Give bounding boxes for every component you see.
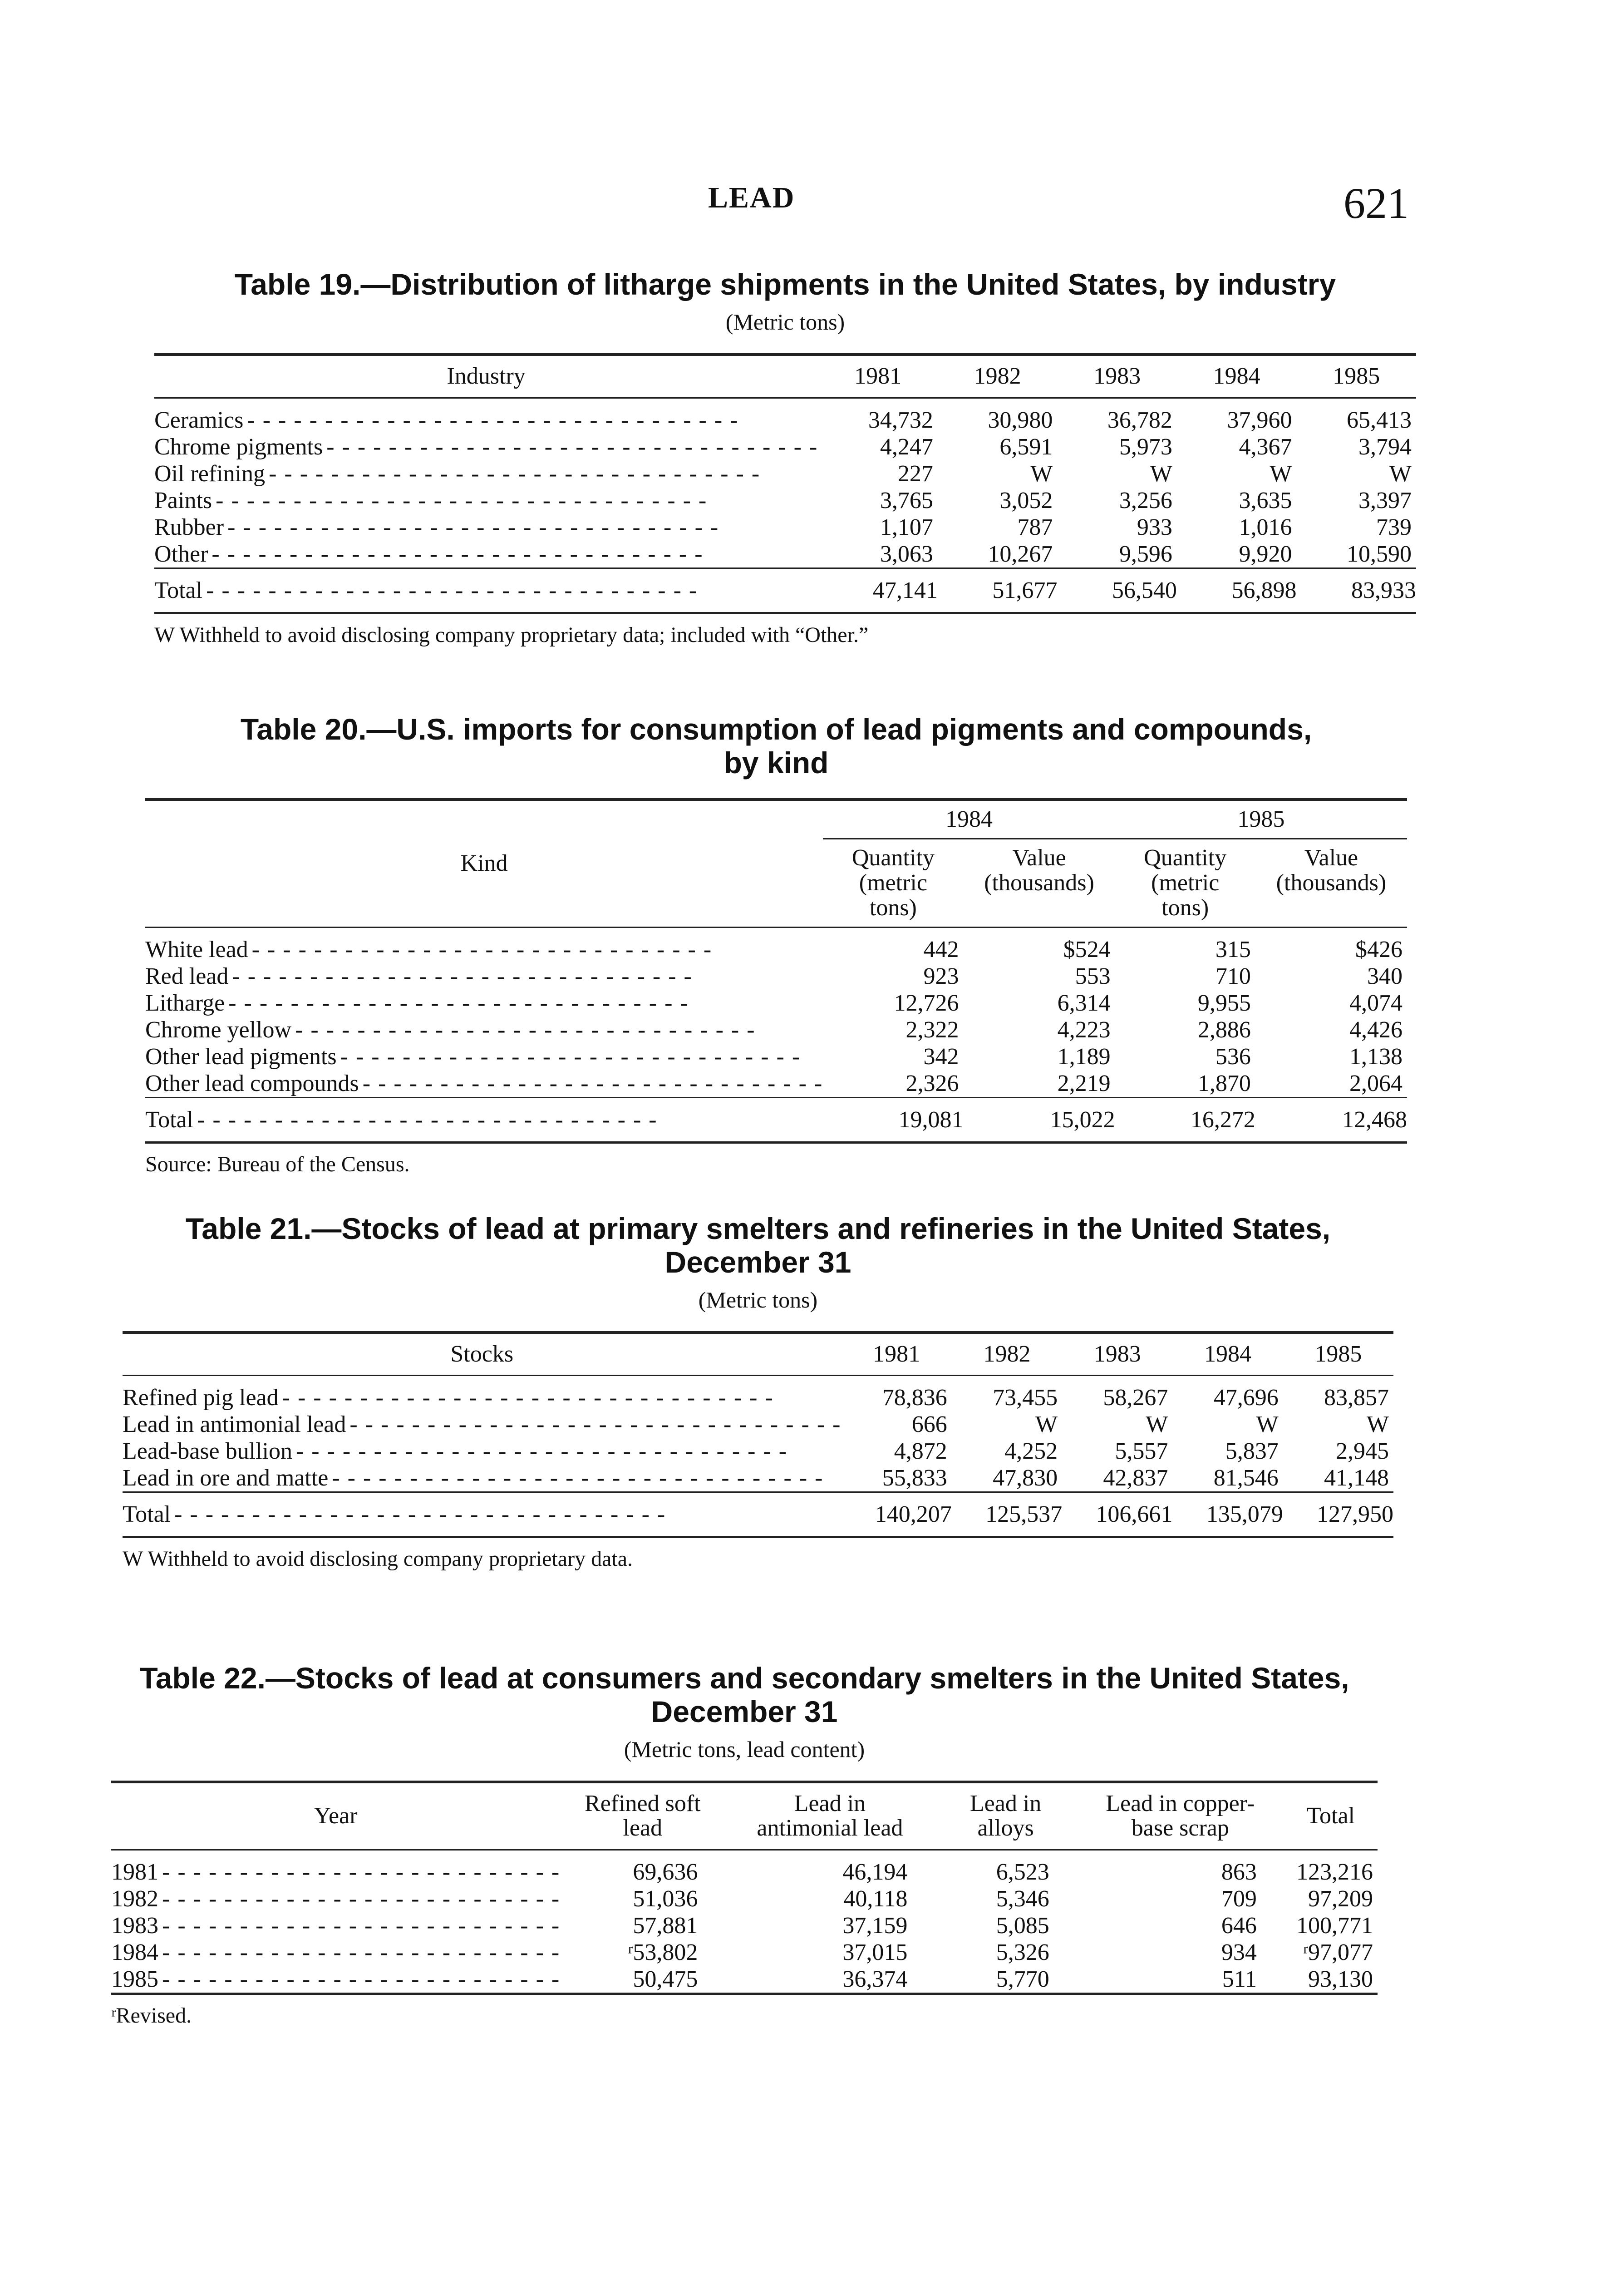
total-cell: 16,272 xyxy=(1115,1098,1255,1143)
table-20-col-header: Value (thousands) xyxy=(984,845,1094,896)
cell: 4,252 xyxy=(1004,1438,1058,1465)
total-row: Total - - - - - - - - - - - - - - - - - - - - - - - - - - - - - - - - 140,207 125,537 106,661 135,079 127,950 xyxy=(123,1492,1393,1537)
total-label: Total xyxy=(145,1107,197,1133)
table-row: Lead in antimonial lead - - - - - - - - - - - - - - - - - - - - - - - - - - - - - - - - 666 W W W W xyxy=(123,1411,1393,1438)
cell: 342 xyxy=(923,1044,959,1070)
table-row: Other lead compounds - - - - - - - - - - - - - - - - - - - - - - - - - - - - - - 2,326 2,219 1,870 2,064 xyxy=(145,1070,1407,1098)
table-22-col-header: Refined soft lead xyxy=(585,1790,701,1841)
row-label: 1983 xyxy=(111,1913,162,1939)
cell: 97,209 xyxy=(1308,1886,1373,1912)
table-19-col-header: 1982 xyxy=(974,363,1021,389)
table-20-col-header: Quantity (metric tons) xyxy=(851,845,935,921)
cell: 710 xyxy=(1215,963,1251,990)
cell: 2,886 xyxy=(1197,1017,1251,1043)
row-label: 1984 xyxy=(111,1939,162,1965)
total-cell: 127,950 xyxy=(1283,1492,1393,1537)
table-row: Lead-base bullion - - - - - - - - - - - - - - - - - - - - - - - - - - - - - - - - 4,872 4,252 5,557 5,837 2,945 xyxy=(123,1438,1393,1465)
table-row: 1985 - - - - - - - - - - - - - - - - - - - - - - - - - - 50,475 36,374 5,770 511 93,130 xyxy=(111,1966,1378,1994)
cell: 58,267 xyxy=(1103,1385,1168,1411)
cell: 47,830 xyxy=(993,1465,1058,1491)
table-row: Rubber - - - - - - - - - - - - - - - - - - - - - - - - - - - - - - - - 1,107 787 933 1,016 739 xyxy=(154,514,1416,541)
table-row: Paints - - - - - - - - - - - - - - - - - - - - - - - - - - - - - - - - 3,765 3,052 3,256 3,635 3,397 xyxy=(154,487,1416,514)
table-19-subtitle: (Metric tons) xyxy=(725,309,845,335)
cell: 787 xyxy=(1017,514,1053,540)
table-row: Oil refining - - - - - - - - - - - - - - - - - - - - - - - - - - - - - - - - 227 W W W W xyxy=(154,460,1416,487)
table-20-col-header: Quantity (metric tons) xyxy=(1144,845,1227,921)
table-row: Lead in ore and matte - - - - - - - - - - - - - - - - - - - - - - - - - - - - - - - - 55,833 47,830 42,837 81,546 41,148 xyxy=(123,1465,1393,1492)
cell: 46,194 xyxy=(842,1859,908,1885)
cell: 73,455 xyxy=(993,1385,1058,1411)
total-cell: 12,468 xyxy=(1255,1098,1407,1143)
table-21-subtitle: (Metric tons) xyxy=(698,1287,818,1313)
cell: 4,367 xyxy=(1239,434,1292,460)
row-label: 1981 xyxy=(111,1859,162,1885)
cell: 1,189 xyxy=(1057,1044,1111,1070)
cell: 65,413 xyxy=(1347,407,1412,433)
cell: 1,870 xyxy=(1197,1071,1251,1097)
cell: 4,426 xyxy=(1349,1017,1403,1043)
cell: 863 xyxy=(1221,1859,1257,1885)
row-label: Chrome yellow xyxy=(145,1017,295,1043)
cell: 315 xyxy=(1215,937,1251,963)
table-21-grid xyxy=(123,1334,1393,1539)
cell: 37,015 xyxy=(842,1939,908,1965)
cell: 3,635 xyxy=(1239,487,1292,513)
cell: 442 xyxy=(923,937,959,963)
cell: $426 xyxy=(1355,937,1403,963)
cell: 739 xyxy=(1376,514,1412,540)
cell: 83,857 xyxy=(1324,1385,1389,1411)
cell: 2,945 xyxy=(1336,1438,1389,1465)
row-label: Chrome pigments xyxy=(154,434,326,460)
cell: 40,118 xyxy=(843,1886,908,1912)
cell: 2,322 xyxy=(906,1017,959,1043)
cell: 78,836 xyxy=(882,1385,947,1411)
table-22-title: Table 22.—Stocks of lead at consumers and secondary smelters in the United States, December 31 xyxy=(139,1661,1349,1728)
cell: ʳ53,802 xyxy=(628,1939,698,1965)
table-20-grid xyxy=(145,801,1407,1144)
row-label: Red lead xyxy=(145,963,232,989)
total-label: Total xyxy=(123,1501,174,1527)
table-21-title: Table 21.—Stocks of lead at primary smelters and refineries in the United States, December 31 xyxy=(185,1212,1331,1279)
cell: 34,732 xyxy=(868,407,933,433)
cell: 4,223 xyxy=(1057,1017,1111,1043)
cell: 93,130 xyxy=(1308,1966,1373,1992)
cell: 47,696 xyxy=(1213,1385,1279,1411)
table-21-col-header: 1981 xyxy=(873,1341,920,1367)
total-row: Total - - - - - - - - - - - - - - - - - - - - - - - - - - - - - - 19,081 15,022 16,272 12,468 xyxy=(145,1098,1407,1143)
table-21-stub-header: Stocks xyxy=(450,1341,514,1367)
cell: 3,256 xyxy=(1119,487,1172,513)
row-label: Lead in antimonial lead xyxy=(123,1411,349,1437)
table-row: Chrome pigments - - - - - - - - - - - - - - - - - - - - - - - - - - - - - - - - 4,247 6,591 5,973 4,367 3,794 xyxy=(154,434,1416,460)
table-20-title: Table 20.—U.S. imports for consumption of lead pigments and compounds, by kind xyxy=(240,712,1312,780)
cell: 646 xyxy=(1221,1913,1257,1939)
total-cell: 19,081 xyxy=(823,1098,963,1143)
row-label: 1982 xyxy=(111,1886,162,1912)
cell: 4,074 xyxy=(1349,990,1403,1017)
cell: 5,770 xyxy=(996,1966,1049,1992)
cell: 6,314 xyxy=(1057,990,1111,1017)
cell: 6,523 xyxy=(996,1859,1049,1885)
row-label: Other xyxy=(154,541,212,567)
table-19-stub-header: Industry xyxy=(447,363,526,389)
cell: 37,159 xyxy=(842,1913,908,1939)
cell: 1,138 xyxy=(1349,1044,1403,1070)
cell: 50,475 xyxy=(633,1966,698,1992)
table-row: Other - - - - - - - - - - - - - - - - - - - - - - - - - - - - - - - - 3,063 10,267 9,596 9,920 10,590 xyxy=(154,541,1416,568)
table-row: Chrome yellow - - - - - - - - - - - - - - - - - - - - - - - - - - - - - - 2,322 4,223 2,886 4,426 xyxy=(145,1017,1407,1043)
table-row: Refined pig lead - - - - - - - - - - - - - - - - - - - - - - - - - - - - - - - - 78,836 73,455 58,267 47,696 83,857 xyxy=(123,1376,1393,1411)
cell: 1,016 xyxy=(1239,514,1292,540)
table-20-footnote: Source: Bureau of the Census. xyxy=(145,1152,410,1177)
total-label: Total xyxy=(154,577,206,603)
cell: 5,973 xyxy=(1119,434,1172,460)
table-21 xyxy=(123,1212,1393,1571)
cell: 6,591 xyxy=(999,434,1053,460)
cell: 3,052 xyxy=(999,487,1053,513)
cell: W xyxy=(1030,460,1053,487)
cell: 69,636 xyxy=(633,1859,698,1885)
cell: 5,837 xyxy=(1225,1438,1279,1465)
total-cell: 56,898 xyxy=(1177,568,1297,613)
cell: 666 xyxy=(911,1411,947,1438)
cell: 9,920 xyxy=(1239,541,1292,567)
table-19-col-header: 1981 xyxy=(854,363,902,389)
cell: 4,247 xyxy=(880,434,933,460)
table-19-col-header: 1983 xyxy=(1093,363,1141,389)
cell: W xyxy=(1366,1411,1389,1438)
table-row: 1981 - - - - - - - - - - - - - - - - - - - - - - - - - - 69,636 46,194 6,523 863 123,216 xyxy=(111,1850,1378,1886)
table-22-col-header: Total xyxy=(1306,1803,1355,1829)
cell: 1,107 xyxy=(880,514,933,540)
row-label: Litharge xyxy=(145,990,228,1016)
table-22-footnote: ʳRevised. xyxy=(111,2004,192,2028)
row-label: Oil refining xyxy=(154,461,269,487)
cell: 709 xyxy=(1221,1886,1257,1912)
table-21-col-header: 1983 xyxy=(1093,1341,1141,1367)
cell: 511 xyxy=(1222,1966,1257,1992)
total-cell: 140,207 xyxy=(842,1492,952,1537)
total-cell: 106,661 xyxy=(1062,1492,1172,1537)
row-label: Other lead compounds xyxy=(145,1071,363,1096)
table-21-footnote: W Withheld to avoid disclosing company proprietary data. xyxy=(123,1547,633,1571)
table-21-col-header: 1984 xyxy=(1204,1341,1252,1367)
cell: 5,557 xyxy=(1115,1438,1168,1465)
cell: $524 xyxy=(1063,937,1111,963)
table-19-grid xyxy=(154,356,1416,614)
row-label: Refined pig lead xyxy=(123,1385,282,1411)
cell: 9,596 xyxy=(1119,541,1172,567)
cell: 553 xyxy=(1075,963,1111,990)
table-20-col-header: Value (thousands) xyxy=(1276,845,1387,896)
table-22-stub-header: Year xyxy=(314,1803,358,1829)
table-22 xyxy=(111,1662,1378,2028)
table-row: Other lead pigments - - - - - - - - - - - - - - - - - - - - - - - - - - - - - - 342 1,189 536 1,138 xyxy=(145,1043,1407,1070)
row-label: Lead in ore and matte xyxy=(123,1465,332,1491)
total-cell: 15,022 xyxy=(963,1098,1115,1143)
cell: 41,148 xyxy=(1324,1465,1389,1491)
cell: 55,833 xyxy=(882,1465,947,1491)
row-label: Paints xyxy=(154,488,216,513)
cell: 30,980 xyxy=(988,407,1053,433)
cell: 57,881 xyxy=(633,1913,698,1939)
cell: 9,955 xyxy=(1197,990,1251,1017)
cell: 123,216 xyxy=(1296,1859,1373,1885)
table-row: Ceramics - - - - - - - - - - - - - - - - - - - - - - - - - - - - - - - - 34,732 30,980 36,782 37,960 65,413 xyxy=(154,398,1416,434)
cell: 81,546 xyxy=(1213,1465,1279,1491)
cell: 36,374 xyxy=(842,1966,908,1992)
table-19-col-header: 1985 xyxy=(1333,363,1380,389)
cell: 536 xyxy=(1215,1044,1251,1070)
total-cell: 51,677 xyxy=(938,568,1058,613)
row-label: Lead-base bullion xyxy=(123,1438,296,1464)
cell: 36,782 xyxy=(1107,407,1172,433)
table-21-col-header: 1982 xyxy=(983,1341,1031,1367)
table-row: 1984 - - - - - - - - - - - - - - - - - - - - - - - - - - ʳ53,802 37,015 5,326 934 ʳ97,077 xyxy=(111,1939,1378,1966)
row-label: Ceramics xyxy=(154,407,247,433)
table-21-col-header: 1985 xyxy=(1314,1341,1362,1367)
cell: 2,064 xyxy=(1349,1071,1403,1097)
table-22-col-header: Lead in alloys xyxy=(969,1790,1042,1841)
cell: 933 xyxy=(1137,514,1172,540)
cell: 340 xyxy=(1367,963,1403,990)
cell: 5,326 xyxy=(996,1939,1049,1965)
table-19-title: Table 19.—Distribution of litharge shipments in the United States, by industry xyxy=(234,267,1336,301)
cell: 3,063 xyxy=(880,541,933,567)
cell: 100,771 xyxy=(1296,1913,1373,1939)
total-cell: 47,141 xyxy=(818,568,938,613)
cell: 934 xyxy=(1221,1939,1257,1965)
cell: 12,726 xyxy=(894,990,959,1017)
table-19 xyxy=(154,268,1416,647)
cell: 227 xyxy=(897,460,933,487)
cell: 5,085 xyxy=(996,1913,1049,1939)
cell: 3,397 xyxy=(1358,487,1412,513)
table-19-col-header: 1984 xyxy=(1213,363,1260,389)
cell: W xyxy=(1389,460,1412,487)
table-20-stub-header: Kind xyxy=(460,850,508,877)
cell: 4,872 xyxy=(894,1438,947,1465)
row-label: Rubber xyxy=(154,514,227,540)
table-row: Red lead - - - - - - - - - - - - - - - - - - - - - - - - - - - - - - 923 553 710 340 xyxy=(145,963,1407,990)
cell: 42,837 xyxy=(1103,1465,1168,1491)
cell: ʳ97,077 xyxy=(1303,1939,1373,1965)
table-20-year-group: 1985 xyxy=(1115,801,1407,839)
total-row: Total - - - - - - - - - - - - - - - - - - - - - - - - - - - - - - - - 47,141 51,677 56,540 56,898 83,933 xyxy=(154,568,1416,613)
table-20 xyxy=(145,713,1407,1177)
running-head: LEAD xyxy=(708,181,795,214)
cell: 923 xyxy=(923,963,959,990)
table-row: 1982 - - - - - - - - - - - - - - - - - - - - - - - - - - 51,036 40,118 5,346 709 97,209 xyxy=(111,1885,1378,1912)
cell: 2,219 xyxy=(1057,1071,1111,1097)
table-19-footnote: W Withheld to avoid disclosing company proprietary data; included with “Other.” xyxy=(154,622,869,647)
row-label: 1985 xyxy=(111,1966,162,1992)
total-cell: 83,933 xyxy=(1296,568,1416,613)
cell: 10,590 xyxy=(1347,541,1412,567)
table-22-subtitle: (Metric tons, lead content) xyxy=(624,1736,865,1762)
table-row: 1983 - - - - - - - - - - - - - - - - - - - - - - - - - - 57,881 37,159 5,085 646 100,771 xyxy=(111,1912,1378,1939)
page-number: 621 xyxy=(1343,179,1409,227)
total-cell: 56,540 xyxy=(1057,568,1177,613)
cell: 37,960 xyxy=(1227,407,1292,433)
table-22-col-header: Lead in copper-base scrap xyxy=(1106,1790,1255,1841)
table-22-grid xyxy=(111,1783,1378,1995)
table-row: White lead - - - - - - - - - - - - - - - - - - - - - - - - - - - - - - 442 $524 315 $426 xyxy=(145,928,1407,963)
cell: W xyxy=(1035,1411,1058,1438)
cell: 3,794 xyxy=(1358,434,1412,460)
row-label: Other lead pigments xyxy=(145,1044,340,1070)
table-22-col-header: Lead in antimonial lead xyxy=(757,1790,903,1841)
total-cell: 135,079 xyxy=(1172,1492,1283,1537)
cell: W xyxy=(1256,1411,1279,1438)
cell: 51,036 xyxy=(633,1886,698,1912)
table-row: Litharge - - - - - - - - - - - - - - - - - - - - - - - - - - - - - - 12,726 6,314 9,955 4,074 xyxy=(145,990,1407,1017)
cell: 3,765 xyxy=(880,487,933,513)
cell: 5,346 xyxy=(996,1886,1049,1912)
table-20-year-group: 1984 xyxy=(823,801,1115,839)
cell: W xyxy=(1150,460,1172,487)
total-cell: 125,537 xyxy=(952,1492,1062,1537)
cell: W xyxy=(1146,1411,1168,1438)
row-label: White lead xyxy=(145,937,252,962)
cell: 10,267 xyxy=(988,541,1053,567)
cell: 2,326 xyxy=(906,1071,959,1097)
cell: W xyxy=(1270,460,1292,487)
